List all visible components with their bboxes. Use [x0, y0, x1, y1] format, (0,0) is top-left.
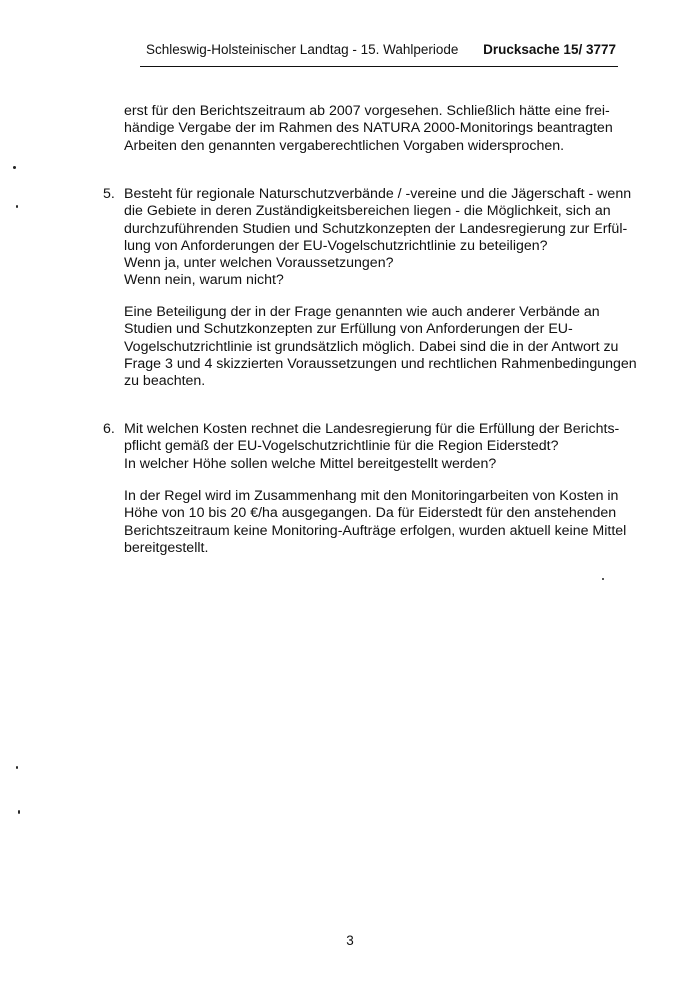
scan-speck — [18, 810, 20, 814]
text-line: Vogelschutzrichtlinie ist grundsätzlich möglich. Dabei sind die in der Antwort zu — [124, 338, 619, 355]
scan-speck — [16, 766, 18, 769]
text-line: die Gebiete in deren Zuständigkeitsbereichen liegen - die Möglichkeit, sich an — [124, 203, 611, 220]
text-line: erst für den Berichtszeitraum ab 2007 vorgesehen. Schließlich hätte eine frei- — [124, 103, 610, 119]
answer-6 — [124, 488, 627, 557]
text-line: durchzuführenden Studien und Schutzkonzepten der Landesregierung zur Erfül- — [124, 220, 628, 237]
item-number: 5. — [103, 186, 115, 202]
text-line: Eine Beteiligung der in der Frage genannten wie auch anderer Verbände an — [124, 304, 600, 320]
document-number: Drucksache 15/ 3777 — [483, 42, 616, 57]
scan-speck — [602, 578, 604, 580]
text-line: Berichtszeitraum keine Monitoring-Aufträge erfolgen, wurden aktuell keine Mittel — [124, 522, 627, 539]
scan-speck — [16, 205, 18, 208]
text-line: bereitgestellt. — [124, 539, 209, 556]
text-line: lung von Anforderungen der EU-Vogelschutzrichtlinie zu beteiligen? — [124, 237, 548, 254]
page-header — [140, 40, 618, 67]
header-title: Schleswig-Holsteinischer Landtag - 15. Wahlperiode — [146, 42, 459, 57]
text-line: Arbeiten den genannten vergaberechtlichen Vorgaben widersprochen. — [124, 137, 565, 154]
text-line: pflicht gemäß der EU-Vogelschutzrichtlinie für die Region Eiderstedt? — [124, 438, 559, 455]
question-5 — [124, 186, 632, 290]
text-line: Wenn nein, warum nicht? — [124, 272, 284, 289]
question-6 — [124, 421, 624, 473]
text-line: In welcher Höhe sollen welche Mittel bereitgestellt werden? — [124, 455, 497, 472]
text-line: händige Vergabe der im Rahmen des NATURA 2000-Monitorings beantragten — [124, 120, 613, 137]
text-line: In der Regel wird im Zusammenhang mit den Monitoringarbeiten von Kosten in — [124, 488, 619, 504]
text-line: zu beachten. — [124, 373, 206, 390]
text-line: Besteht für regionale Naturschutzverbände / -vereine und die Jägerschaft - wenn — [124, 186, 632, 202]
text-line: Mit welchen Kosten rechnet die Landesregierung für die Erfüllung der Berichts- — [124, 421, 620, 437]
text-line: Studien und Schutzkonzepten zur Erfüllung von Anforderungen der EU- — [124, 321, 573, 338]
intro-paragraph — [124, 103, 624, 155]
page-number: 3 — [346, 933, 354, 948]
text-line: Frage 3 und 4 skizzierten Voraussetzungen und rechtlichen Rahmenbedingungen — [124, 355, 637, 372]
answer-5 — [124, 304, 637, 390]
scan-speck — [13, 166, 16, 169]
text-line: Höhe von 10 bis 20 €/ha ausgegangen. Da für Eiderstedt für den anstehenden — [124, 505, 617, 522]
text-line: Wenn ja, unter welchen Voraussetzungen? — [124, 255, 394, 272]
item-number: 6. — [103, 421, 115, 437]
